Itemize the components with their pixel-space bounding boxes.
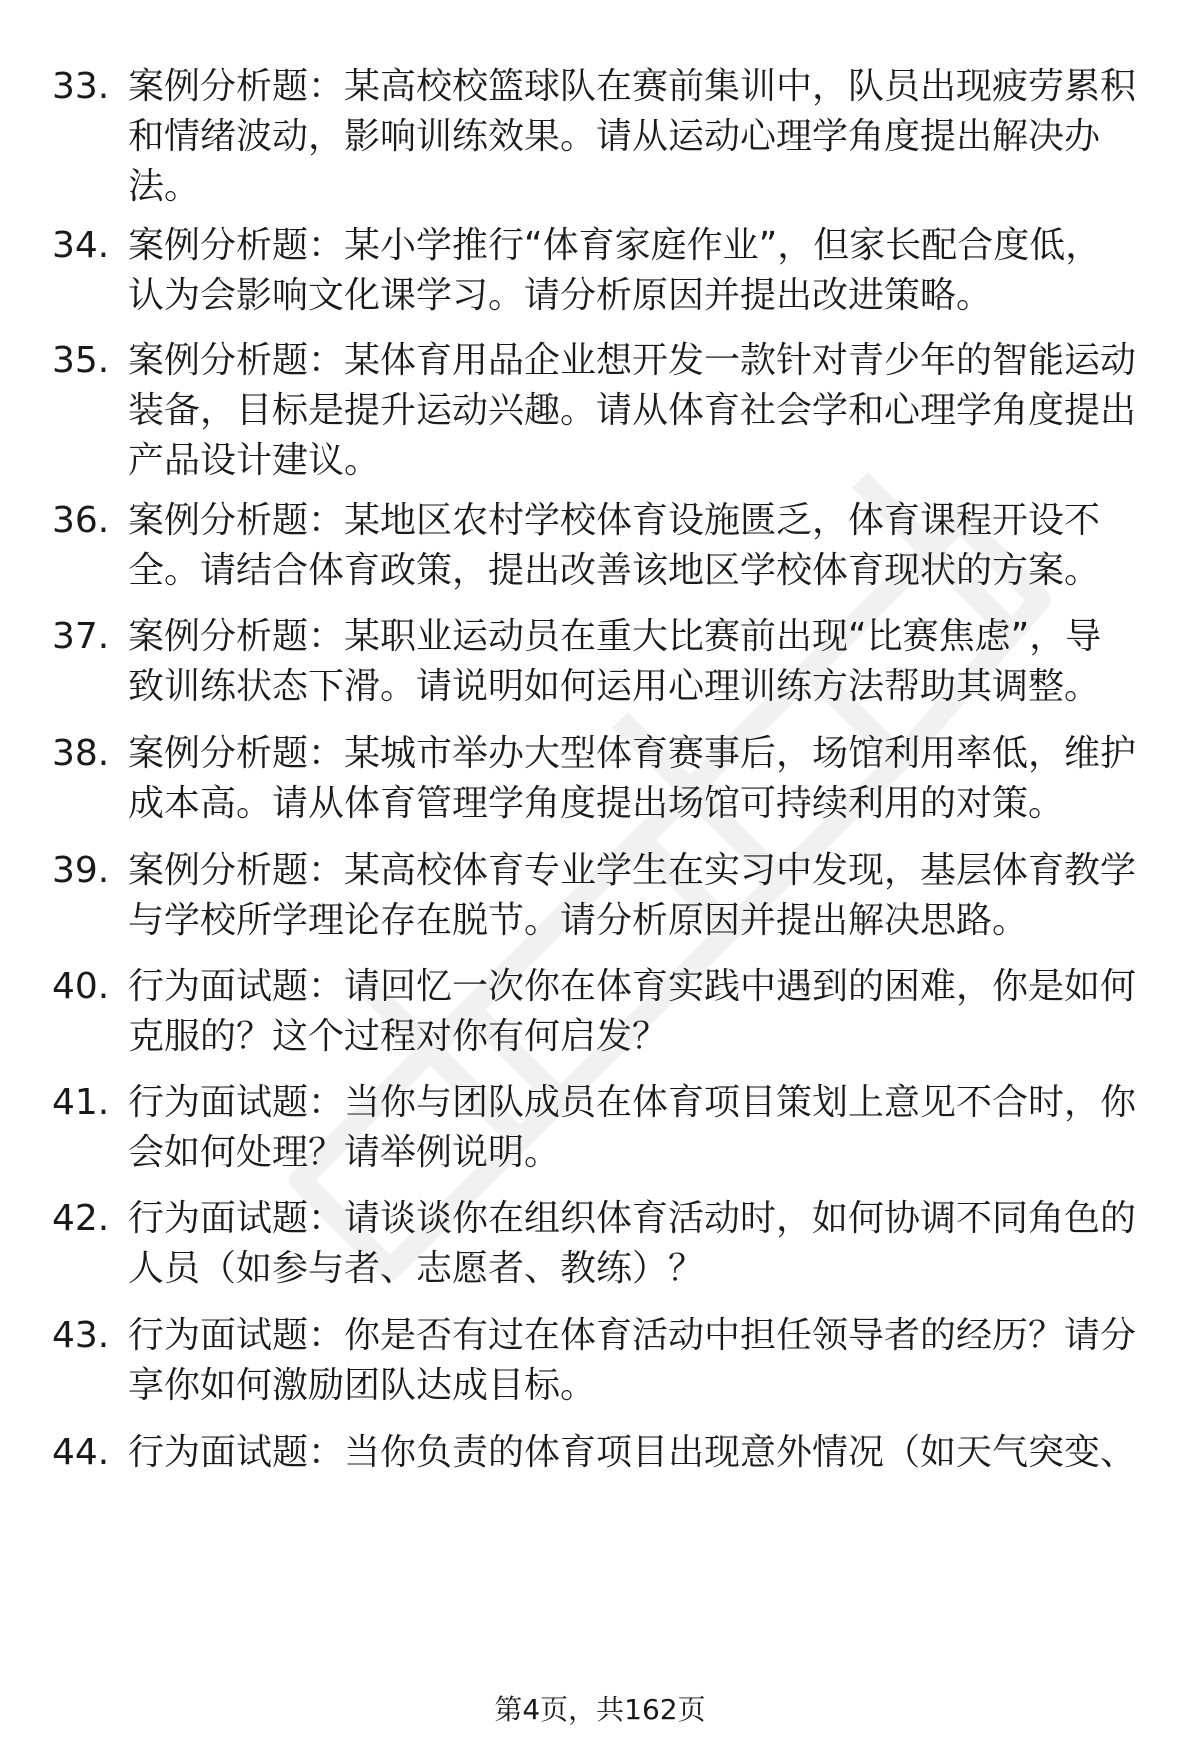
question-text bbox=[128, 1194, 1198, 1294]
question-number: 38. bbox=[52, 733, 110, 774]
question-number: 35. bbox=[52, 340, 110, 381]
question-number: 39. bbox=[52, 850, 110, 891]
question-number: 41. bbox=[52, 1082, 110, 1123]
question-text bbox=[128, 1428, 1198, 1478]
question-line: 案例分析题：某小学推行“体育家庭作业”，但家长配合度低， bbox=[128, 225, 1102, 266]
question-text bbox=[128, 221, 1198, 321]
question-line: 享你如何激励团队达成目标。 bbox=[128, 1365, 597, 1406]
question-line: 案例分析题：某高校体育专业学生在实习中发现，基层体育教学 bbox=[128, 850, 1137, 891]
question-text bbox=[128, 62, 1198, 212]
question-number: 34. bbox=[52, 225, 110, 266]
question-line: 产品设计建议。 bbox=[128, 440, 381, 481]
question-number: 43. bbox=[52, 1315, 110, 1356]
question-number: 44. bbox=[52, 1432, 110, 1473]
question-line: 行为面试题：当你负责的体育项目出现意外情况（如天气突变、 bbox=[128, 1432, 1137, 1473]
question-line: 与学校所学理论存在脱节。请分析原因并提出解决思路。 bbox=[128, 900, 1029, 941]
question-text bbox=[128, 1078, 1198, 1178]
question-line: 克服的？这个过程对你有何启发？ bbox=[128, 1016, 669, 1057]
question-line: 行为面试题：请谈谈你在组织体育活动时，如何协调不同角色的 bbox=[128, 1198, 1137, 1239]
question-line: 会如何处理？请举例说明。 bbox=[128, 1132, 561, 1173]
question-number: 36. bbox=[52, 500, 110, 541]
question-line: 成本高。请从体育管理学角度提出场馆可持续利用的对策。 bbox=[128, 783, 1065, 824]
question-line: 人员（如参与者、志愿者、教练）？ bbox=[128, 1248, 705, 1289]
page-footer: 第4页，共162页 bbox=[494, 1693, 706, 1726]
question-line: 装备，目标是提升运动兴趣。请从体育社会学和心理学角度提出 bbox=[128, 390, 1137, 431]
question-line: 行为面试题：你是否有过在体育活动中担任领导者的经历？请分 bbox=[128, 1315, 1137, 1356]
question-line: 案例分析题：某体育用品企业想开发一款针对青少年的智能运动 bbox=[128, 340, 1137, 381]
question-line: 行为面试题：请回忆一次你在体育实践中遇到的困难，你是如何 bbox=[128, 966, 1137, 1007]
question-text bbox=[128, 1311, 1198, 1411]
question-line: 致训练状态下滑。请说明如何运用心理训练方法帮助其调整。 bbox=[128, 666, 1101, 707]
question-line: 法。 bbox=[128, 166, 201, 207]
question-line: 和情绪波动，影响训练效果。请从运动心理学角度提出解决办 bbox=[128, 116, 1101, 157]
question-line: 行为面试题：当你与团队成员在体育项目策划上意见不合时，你 bbox=[128, 1082, 1137, 1123]
question-text bbox=[128, 336, 1198, 486]
question-line: 案例分析题：某地区农村学校体育设施匮乏，体育课程开设不 bbox=[128, 500, 1101, 541]
question-line: 案例分析题：某城市举办大型体育赛事后，场馆利用率低，维护 bbox=[128, 733, 1137, 774]
question-text bbox=[128, 962, 1198, 1062]
question-number: 42. bbox=[52, 1198, 110, 1239]
question-text bbox=[128, 612, 1198, 712]
question-line: 全。请结合体育政策，提出改善该地区学校体育现状的方案。 bbox=[128, 550, 1101, 591]
question-number: 40. bbox=[52, 966, 110, 1007]
question-line: 案例分析题：某高校校篮球队在赛前集训中，队员出现疲劳累积 bbox=[128, 66, 1137, 107]
question-text bbox=[128, 846, 1198, 946]
question-number: 37. bbox=[52, 616, 110, 657]
question-text bbox=[128, 496, 1198, 596]
question-text bbox=[128, 729, 1198, 829]
question-number: 33. bbox=[52, 66, 110, 107]
question-line: 案例分析题：某职业运动员在重大比赛前出现“比赛焦虑”，导 bbox=[128, 616, 1102, 657]
question-line: 认为会影响文化课学习。请分析原因并提出改进策略。 bbox=[128, 275, 993, 316]
